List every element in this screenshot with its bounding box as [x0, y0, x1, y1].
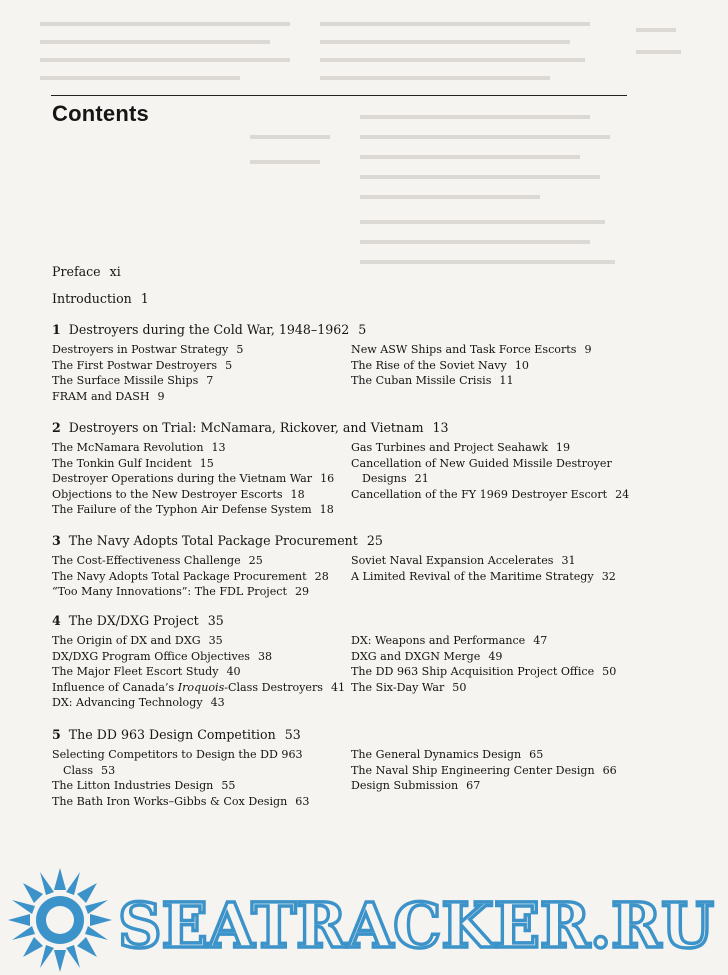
sun-burst-icon [8, 868, 112, 972]
toc-subentry-continued[interactable]: Class 53 [63, 763, 116, 777]
toc-subentry[interactable]: Gas Turbines and Project Seahawk 19 [351, 441, 571, 454]
toc-subentry[interactable]: Destroyers in Postwar Strategy 5 [52, 343, 244, 356]
chapter-4-right-list [351, 633, 616, 695]
toc-subentry[interactable]: “Too Many Innovations”: The FDL Project 29 [52, 585, 310, 599]
toc-subentry[interactable]: Objections to the New Destroyer Escorts 18 [52, 487, 305, 501]
toc-subentry[interactable]: The Navy Adopts Total Package Procurement 28 [52, 569, 329, 583]
toc-subentry[interactable]: The Cuban Missile Crisis 11 [351, 374, 514, 388]
toc-subentry[interactable]: The Major Fleet Escort Study 40 [52, 665, 241, 679]
toc-subentry[interactable]: The Naval Ship Engineering Center Design 66 [351, 763, 617, 777]
toc-subentry[interactable]: The Rise of the Soviet Navy 10 [351, 358, 529, 372]
toc-subentry[interactable]: The Litton Industries Design 55 [52, 779, 236, 793]
toc-subentry[interactable]: Cancellation of New Guided Missile Destroyer [351, 456, 612, 470]
toc-subentry[interactable]: The Cost-Effectiveness Challenge 25 [52, 554, 263, 567]
seatracker-watermark [0, 860, 728, 975]
chapter-5-heading[interactable]: 5 The DD 963 Design Competition 53 [52, 727, 301, 742]
toc-subentry[interactable]: New ASW Ships and Task Force Escorts 9 [351, 343, 592, 356]
toc-subentry[interactable]: Selecting Competitors to Design the DD 963 [52, 748, 303, 761]
toc-subentry[interactable]: DXG and DXGN Merge 49 [351, 649, 503, 663]
toc-subentry[interactable]: Influence of Canada’s Iroquois-Class Destroyers 41 [52, 680, 346, 694]
chapter-2-right-list [351, 440, 629, 502]
chapter-3-left-list [52, 553, 329, 600]
chapter-2-heading[interactable]: 2 Destroyers on Trial: McNamara, Rickover, and Vietnam 13 [52, 420, 449, 435]
toc-subentry[interactable]: The Tonkin Gulf Incident 15 [52, 456, 214, 470]
toc-subentry[interactable]: The Origin of DX and DXG 35 [52, 634, 223, 647]
page-title: Contents [52, 101, 149, 126]
chapter-4-heading[interactable]: 4 The DX/DXG Project 35 [52, 613, 224, 628]
chapter-2-left-list [52, 440, 334, 518]
chapter-1-right-list [351, 342, 592, 389]
toc-subentry[interactable]: The Six-Day War 50 [351, 680, 467, 694]
toc-subentry-continued[interactable]: Designs 21 [362, 472, 429, 486]
chapter-4-left-list [52, 633, 345, 711]
toc-subentry[interactable]: DX/DXG Program Office Objectives 38 [52, 649, 273, 663]
toc-subentry[interactable]: A Limited Revival of the Maritime Strategy 32 [351, 569, 616, 583]
toc-subentry[interactable]: The DD 963 Ship Acquisition Project Office 50 [351, 665, 617, 679]
toc-subentry[interactable]: The First Postwar Destroyers 5 [52, 358, 233, 372]
toc-subentry[interactable]: The Failure of the Typhon Air Defense System 18 [52, 503, 334, 517]
toc-subentry[interactable]: Design Submission 67 [351, 779, 481, 793]
toc-subentry[interactable]: DX: Advancing Technology 43 [52, 696, 225, 710]
watermark-text: SEATRACKER.RU [118, 889, 714, 962]
toc-subentry[interactable]: FRAM and DASH 9 [52, 389, 165, 403]
toc-subentry[interactable]: Cancellation of the FY 1969 Destroyer Escort 24 [351, 487, 630, 501]
header-rule [51, 95, 627, 96]
chapter-5-right-list [351, 747, 617, 794]
toc-subentry[interactable]: Soviet Naval Expansion Accelerates 31 [351, 554, 576, 567]
chapter-3-heading[interactable]: 3 The Navy Adopts Total Package Procurement 25 [52, 533, 383, 548]
toc-entry-introduction[interactable]: Introduction 1 [52, 291, 149, 306]
toc-subentry[interactable]: The Surface Missile Ships 7 [52, 374, 214, 388]
toc-subentry[interactable]: The Bath Iron Works–Gibbs & Cox Design 63 [52, 794, 310, 808]
toc-subentry[interactable]: Destroyer Operations during the Vietnam War 16 [52, 472, 335, 486]
toc-subentry[interactable]: DX: Weapons and Performance 47 [351, 634, 548, 647]
chapter-5-left-list [52, 747, 309, 809]
toc-entry-preface[interactable]: Preface xi [52, 264, 121, 279]
toc-subentry[interactable]: The McNamara Revolution 13 [52, 441, 226, 454]
chapter-1-left-list [52, 342, 243, 404]
chapter-1-heading[interactable]: 1 Destroyers during the Cold War, 1948–1962 5 [52, 322, 367, 337]
chapter-3-right-list [351, 553, 616, 584]
toc-subentry[interactable]: The General Dynamics Design 65 [351, 748, 544, 761]
